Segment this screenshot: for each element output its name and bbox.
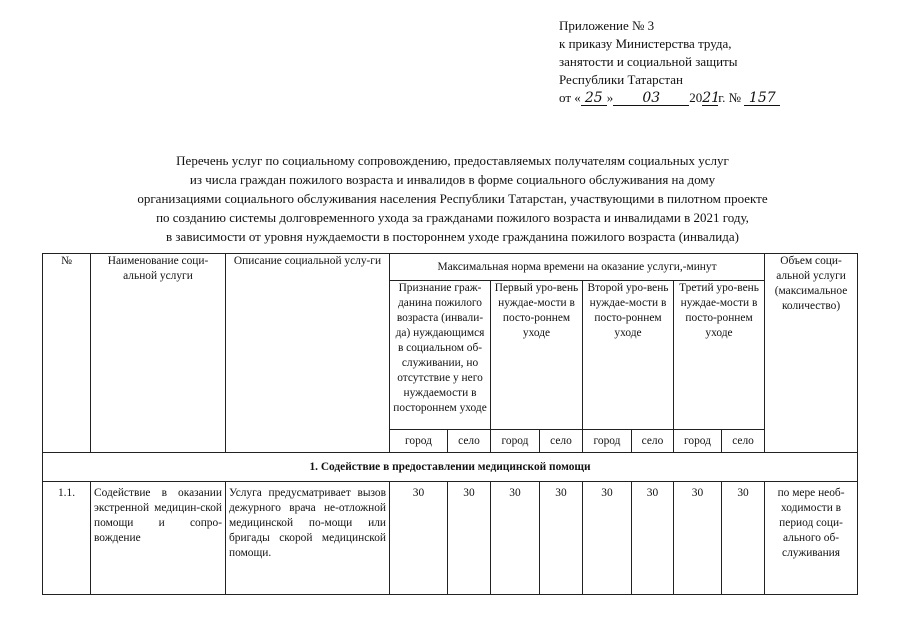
row-value-recognition-village: 30 xyxy=(448,482,491,595)
title-line-1: Перечень услуг по социальному сопровождению, предоставляемых получателям социальных услуг xyxy=(176,153,729,168)
date-year-suffix: 21 xyxy=(702,90,721,106)
date-day: 25 xyxy=(581,91,607,106)
header-village: село xyxy=(448,430,491,453)
date-month: 03 xyxy=(613,91,689,106)
title-line-4: по созданию системы долговременного ухода за гражданами пожилого возраста и инвалидами в 2021 году, xyxy=(156,210,749,225)
header-city: город xyxy=(674,430,722,453)
row-value-level1-village: 30 xyxy=(540,482,583,595)
date-year-prefix: 20 xyxy=(689,90,703,105)
row-volume: по мере необ-ходимости в период соци-ального об-служивания xyxy=(765,482,858,595)
header-volume: Объем соци-альной услуги (максимальное количество) xyxy=(765,254,858,453)
appendix-line-4: Республики Татарстан xyxy=(559,72,683,87)
date-suffix: г. № xyxy=(718,90,742,105)
header-city: город xyxy=(390,430,448,453)
header-village: село xyxy=(540,430,583,453)
header-village: село xyxy=(632,430,674,453)
appendix-line-2: к приказу Министерства труда, xyxy=(559,36,732,51)
order-date-line xyxy=(559,89,780,107)
row-description: Услуга предусматривает вызов дежурного врача не-отложной медицинской по-мощи или бригады скорой медицинской помощи. xyxy=(226,482,390,595)
header-village: село xyxy=(722,430,765,453)
title-line-3: организациями социального обслуживания населения Республики Татарстан, участвующими в пилотном проекте xyxy=(137,191,768,206)
table-row xyxy=(43,482,858,595)
document-title xyxy=(40,151,865,246)
header-name: Наименование соци-альной услуги xyxy=(91,254,226,453)
row-value-recognition-city: 30 xyxy=(390,482,448,595)
section-row xyxy=(43,453,858,482)
row-num: 1.1. xyxy=(43,482,91,595)
header-num: № xyxy=(43,254,91,453)
header-city: город xyxy=(491,430,540,453)
row-name: Содействие в оказании экстренной медицин-ской помощи и сопро-вождение xyxy=(91,482,226,595)
date-mid: » xyxy=(606,90,614,105)
header-row-1 xyxy=(43,254,858,281)
row-value-level2-city: 30 xyxy=(583,482,632,595)
section-title: 1. Содействие в предоставлении медицинской помощи xyxy=(43,453,858,482)
appendix-line-3: занятости и социальной защиты xyxy=(559,54,738,69)
header-group-recognition: Признание граж-данина пожилого возраста (инвали-да) нуждающимся в социальном об-служивании, но отсутствие у него нуждаемости в постороннем уходе xyxy=(390,281,491,430)
title-line-2: из числа граждан пожилого возраста и инвалидов в форме социального обслуживания на дому xyxy=(189,172,716,187)
appendix-block xyxy=(559,17,780,107)
row-value-level2-village: 30 xyxy=(632,482,674,595)
order-number: 157 xyxy=(744,91,780,106)
header-max-time: Максимальная норма времени на оказание услуги,-минут xyxy=(390,254,765,281)
header-group-level3: Третий уро-вень нуждае-мости в посто-роннем уходе xyxy=(674,281,765,430)
header-description: Описание социальной услу-ги xyxy=(226,254,390,453)
row-value-level1-city: 30 xyxy=(491,482,540,595)
date-prefix: от « xyxy=(559,90,581,105)
appendix-line-1: Приложение № 3 xyxy=(559,18,655,33)
header-group-level1: Первый уро-вень нуждае-мости в посто-роннем уходе xyxy=(491,281,583,430)
row-value-level3-city: 30 xyxy=(674,482,722,595)
header-group-level2: Второй уро-вень нуждае-мости в посто-роннем уходе xyxy=(583,281,674,430)
services-table xyxy=(42,253,858,595)
title-line-5: в зависимости от уровня нуждаемости в постороннем уходе гражданина пожилого возраста (инвалида) xyxy=(166,229,739,244)
row-value-level3-village: 30 xyxy=(722,482,765,595)
header-city: город xyxy=(583,430,632,453)
